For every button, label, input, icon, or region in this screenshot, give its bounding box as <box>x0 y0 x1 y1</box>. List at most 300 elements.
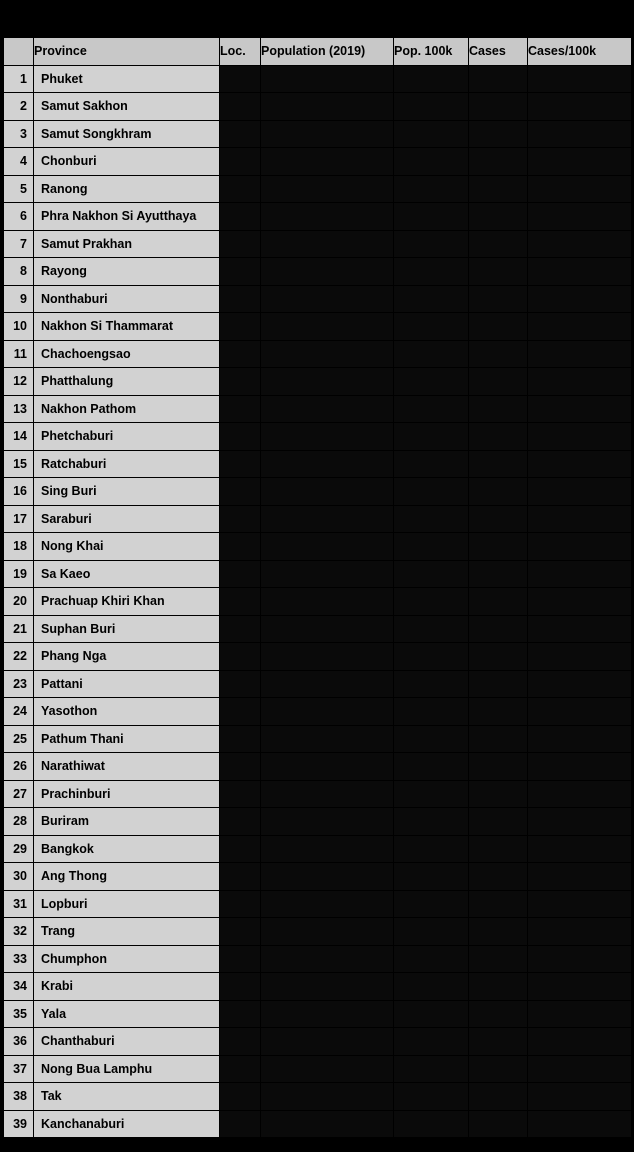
cell-cases100k <box>528 945 632 973</box>
cell-population <box>261 560 394 588</box>
cell-cases <box>469 203 528 231</box>
cell-pop100k <box>394 725 469 753</box>
cell-province: Pathum Thani <box>34 725 220 753</box>
cell-cases100k <box>528 505 632 533</box>
table-row <box>4 203 632 231</box>
cell-cases100k <box>528 65 632 93</box>
cell-cases100k <box>528 258 632 286</box>
cell-population <box>261 1055 394 1083</box>
cell-pop100k <box>394 918 469 946</box>
cell-rank: 33 <box>4 945 34 973</box>
table-row <box>4 1083 632 1111</box>
cell-province: Phang Nga <box>34 643 220 671</box>
table-row <box>4 258 632 286</box>
cell-cases <box>469 753 528 781</box>
cell-population <box>261 285 394 313</box>
cell-cases <box>469 670 528 698</box>
cell-loc <box>220 973 261 1001</box>
cell-cases <box>469 285 528 313</box>
cell-pop100k <box>394 148 469 176</box>
table-row <box>4 643 632 671</box>
cell-cases100k <box>528 863 632 891</box>
cell-cases100k <box>528 698 632 726</box>
cell-cases <box>469 258 528 286</box>
table-row <box>4 890 632 918</box>
cell-cases100k <box>528 1000 632 1028</box>
cell-rank: 6 <box>4 203 34 231</box>
cell-cases100k <box>528 450 632 478</box>
cell-province: Phetchaburi <box>34 423 220 451</box>
table-row <box>4 285 632 313</box>
cell-loc <box>220 175 261 203</box>
column-header-cases100k: Cases/100k <box>528 38 632 66</box>
cell-population <box>261 890 394 918</box>
cell-cases100k <box>528 890 632 918</box>
cell-loc <box>220 643 261 671</box>
cell-province: Tak <box>34 1083 220 1111</box>
cell-province: Narathiwat <box>34 753 220 781</box>
cell-loc <box>220 780 261 808</box>
cell-population <box>261 258 394 286</box>
cell-cases100k <box>528 120 632 148</box>
cell-rank: 16 <box>4 478 34 506</box>
cell-cases100k <box>528 560 632 588</box>
cell-cases100k <box>528 835 632 863</box>
cell-loc <box>220 230 261 258</box>
cell-rank: 8 <box>4 258 34 286</box>
column-header-cases: Cases <box>469 38 528 66</box>
cell-province: Samut Prakhan <box>34 230 220 258</box>
cell-rank: 10 <box>4 313 34 341</box>
cell-cases100k <box>528 643 632 671</box>
cell-pop100k <box>394 340 469 368</box>
cell-loc <box>220 450 261 478</box>
cell-pop100k <box>394 698 469 726</box>
cell-cases100k <box>528 670 632 698</box>
cell-loc <box>220 258 261 286</box>
cell-cases100k <box>528 1028 632 1056</box>
column-header-loc: Loc. <box>220 38 261 66</box>
cell-cases100k <box>528 148 632 176</box>
table-row <box>4 780 632 808</box>
cell-pop100k <box>394 285 469 313</box>
cell-cases100k <box>528 203 632 231</box>
cell-cases <box>469 148 528 176</box>
table-row <box>4 835 632 863</box>
cell-cases <box>469 780 528 808</box>
column-header-pop100k: Pop. 100k <box>394 38 469 66</box>
cell-rank: 9 <box>4 285 34 313</box>
cell-cases <box>469 120 528 148</box>
cell-cases100k <box>528 1055 632 1083</box>
cell-rank: 35 <box>4 1000 34 1028</box>
cell-cases <box>469 945 528 973</box>
cell-cases <box>469 423 528 451</box>
table-row <box>4 725 632 753</box>
cell-loc <box>220 945 261 973</box>
cell-cases <box>469 65 528 93</box>
cell-province: Saraburi <box>34 505 220 533</box>
cell-province: Yala <box>34 1000 220 1028</box>
cell-population <box>261 368 394 396</box>
cell-rank: 27 <box>4 780 34 808</box>
cell-province: Suphan Buri <box>34 615 220 643</box>
cell-cases <box>469 1028 528 1056</box>
cell-pop100k <box>394 175 469 203</box>
table-row <box>4 973 632 1001</box>
cell-population <box>261 698 394 726</box>
cell-province: Nonthaburi <box>34 285 220 313</box>
cell-loc <box>220 918 261 946</box>
cell-population <box>261 93 394 121</box>
cell-loc <box>220 560 261 588</box>
cell-population <box>261 1000 394 1028</box>
cell-loc <box>220 120 261 148</box>
table-row <box>4 340 632 368</box>
table-row <box>4 560 632 588</box>
cell-cases <box>469 1000 528 1028</box>
cell-rank: 37 <box>4 1055 34 1083</box>
cell-rank: 39 <box>4 1110 34 1138</box>
cell-province: Nong Bua Lamphu <box>34 1055 220 1083</box>
cell-rank: 38 <box>4 1083 34 1111</box>
cell-cases100k <box>528 1110 632 1138</box>
cell-loc <box>220 588 261 616</box>
table-row <box>4 1055 632 1083</box>
cell-loc <box>220 670 261 698</box>
cell-population <box>261 615 394 643</box>
cell-pop100k <box>394 65 469 93</box>
cell-loc <box>220 1110 261 1138</box>
cell-cases100k <box>528 725 632 753</box>
cell-province: Krabi <box>34 973 220 1001</box>
cell-cases <box>469 1055 528 1083</box>
cell-cases100k <box>528 313 632 341</box>
table-row <box>4 65 632 93</box>
table-row <box>4 588 632 616</box>
cell-cases100k <box>528 918 632 946</box>
cell-loc <box>220 835 261 863</box>
cell-pop100k <box>394 588 469 616</box>
cell-pop100k <box>394 395 469 423</box>
cell-rank: 5 <box>4 175 34 203</box>
cell-population <box>261 725 394 753</box>
cell-loc <box>220 478 261 506</box>
column-header-rank <box>4 38 34 66</box>
table-row <box>4 450 632 478</box>
cell-province: Lopburi <box>34 890 220 918</box>
cell-rank: 13 <box>4 395 34 423</box>
cell-province: Rayong <box>34 258 220 286</box>
cell-pop100k <box>394 945 469 973</box>
cell-loc <box>220 313 261 341</box>
cell-population <box>261 670 394 698</box>
cell-pop100k <box>394 560 469 588</box>
cell-province: Trang <box>34 918 220 946</box>
cell-loc <box>220 533 261 561</box>
cell-cases100k <box>528 615 632 643</box>
cell-loc <box>220 698 261 726</box>
cell-cases <box>469 313 528 341</box>
cell-province: Phatthalung <box>34 368 220 396</box>
cell-cases <box>469 560 528 588</box>
cell-population <box>261 450 394 478</box>
cell-rank: 32 <box>4 918 34 946</box>
table-row <box>4 120 632 148</box>
cell-cases <box>469 973 528 1001</box>
cell-pop100k <box>394 835 469 863</box>
cell-pop100k <box>394 670 469 698</box>
cell-cases <box>469 93 528 121</box>
cell-population <box>261 395 394 423</box>
cell-population <box>261 835 394 863</box>
table-row <box>4 533 632 561</box>
cell-cases100k <box>528 780 632 808</box>
cell-province: Chonburi <box>34 148 220 176</box>
cell-population <box>261 340 394 368</box>
table-row <box>4 918 632 946</box>
cell-province: Ranong <box>34 175 220 203</box>
cell-pop100k <box>394 93 469 121</box>
cell-population <box>261 863 394 891</box>
cell-province: Sing Buri <box>34 478 220 506</box>
cell-pop100k <box>394 1055 469 1083</box>
cell-rank: 22 <box>4 643 34 671</box>
cell-rank: 11 <box>4 340 34 368</box>
table-row <box>4 148 632 176</box>
cell-rank: 31 <box>4 890 34 918</box>
cell-pop100k <box>394 478 469 506</box>
cell-cases100k <box>528 808 632 836</box>
column-header-population: Population (2019) <box>261 38 394 66</box>
cell-rank: 24 <box>4 698 34 726</box>
cell-province: Samut Songkhram <box>34 120 220 148</box>
cell-pop100k <box>394 450 469 478</box>
cell-province: Chanthaburi <box>34 1028 220 1056</box>
cell-pop100k <box>394 615 469 643</box>
cell-pop100k <box>394 1083 469 1111</box>
cell-cases <box>469 725 528 753</box>
cell-cases <box>469 340 528 368</box>
cell-population <box>261 1083 394 1111</box>
cell-rank: 20 <box>4 588 34 616</box>
cell-cases <box>469 368 528 396</box>
cell-pop100k <box>394 230 469 258</box>
cell-province: Buriram <box>34 808 220 836</box>
cell-rank: 21 <box>4 615 34 643</box>
table-row <box>4 478 632 506</box>
cell-population <box>261 1028 394 1056</box>
cell-cases <box>469 918 528 946</box>
table-row <box>4 808 632 836</box>
table-row <box>4 230 632 258</box>
cell-cases <box>469 1110 528 1138</box>
cell-rank: 29 <box>4 835 34 863</box>
cell-loc <box>220 1083 261 1111</box>
cell-rank: 25 <box>4 725 34 753</box>
cell-pop100k <box>394 780 469 808</box>
cell-cases100k <box>528 1083 632 1111</box>
cell-cases <box>469 1083 528 1111</box>
cell-cases <box>469 643 528 671</box>
cell-province: Phuket <box>34 65 220 93</box>
cell-cases100k <box>528 533 632 561</box>
cell-pop100k <box>394 203 469 231</box>
cell-cases <box>469 808 528 836</box>
cell-province: Prachuap Khiri Khan <box>34 588 220 616</box>
cell-loc <box>220 1055 261 1083</box>
table-header-row <box>4 38 632 66</box>
cell-cases <box>469 863 528 891</box>
cell-cases <box>469 615 528 643</box>
table-row <box>4 698 632 726</box>
cell-cases100k <box>528 230 632 258</box>
cell-cases100k <box>528 588 632 616</box>
cell-population <box>261 203 394 231</box>
cell-population <box>261 175 394 203</box>
cell-rank: 15 <box>4 450 34 478</box>
cell-province: Ratchaburi <box>34 450 220 478</box>
cell-cases100k <box>528 368 632 396</box>
cell-loc <box>220 505 261 533</box>
cell-population <box>261 918 394 946</box>
cell-population <box>261 808 394 836</box>
cell-cases <box>469 478 528 506</box>
cell-pop100k <box>394 890 469 918</box>
cell-population <box>261 505 394 533</box>
table-row <box>4 1000 632 1028</box>
cell-pop100k <box>394 1028 469 1056</box>
cell-cases100k <box>528 753 632 781</box>
cell-loc <box>220 203 261 231</box>
cell-pop100k <box>394 120 469 148</box>
cell-cases100k <box>528 423 632 451</box>
cell-loc <box>220 1028 261 1056</box>
cell-rank: 30 <box>4 863 34 891</box>
cell-population <box>261 423 394 451</box>
cell-province: Sa Kaeo <box>34 560 220 588</box>
cell-province: Chumphon <box>34 945 220 973</box>
cell-loc <box>220 423 261 451</box>
cell-loc <box>220 808 261 836</box>
cell-province: Prachinburi <box>34 780 220 808</box>
table-row <box>4 505 632 533</box>
cell-rank: 19 <box>4 560 34 588</box>
table-row <box>4 93 632 121</box>
cell-cases100k <box>528 973 632 1001</box>
cell-pop100k <box>394 423 469 451</box>
cell-pop100k <box>394 643 469 671</box>
cell-pop100k <box>394 753 469 781</box>
table-body <box>4 65 632 1138</box>
cell-loc <box>220 65 261 93</box>
cell-pop100k <box>394 863 469 891</box>
cell-rank: 18 <box>4 533 34 561</box>
cell-cases100k <box>528 395 632 423</box>
cell-population <box>261 643 394 671</box>
cell-pop100k <box>394 1000 469 1028</box>
cell-province: Nakhon Si Thammarat <box>34 313 220 341</box>
cell-pop100k <box>394 533 469 561</box>
table-row <box>4 395 632 423</box>
cell-population <box>261 945 394 973</box>
cell-cases <box>469 835 528 863</box>
cell-pop100k <box>394 258 469 286</box>
cell-rank: 34 <box>4 973 34 1001</box>
cell-cases100k <box>528 175 632 203</box>
cell-pop100k <box>394 505 469 533</box>
cell-province: Nakhon Pathom <box>34 395 220 423</box>
cell-population <box>261 65 394 93</box>
cell-rank: 1 <box>4 65 34 93</box>
cell-population <box>261 753 394 781</box>
cell-cases100k <box>528 478 632 506</box>
table-row <box>4 1028 632 1056</box>
cell-rank: 12 <box>4 368 34 396</box>
cell-cases <box>469 230 528 258</box>
cell-rank: 14 <box>4 423 34 451</box>
cell-province: Kanchanaburi <box>34 1110 220 1138</box>
cell-rank: 3 <box>4 120 34 148</box>
cell-pop100k <box>394 973 469 1001</box>
column-header-province: Province <box>34 38 220 66</box>
cell-population <box>261 533 394 561</box>
table-header <box>4 38 632 66</box>
cell-loc <box>220 890 261 918</box>
cell-population <box>261 478 394 506</box>
cell-cases100k <box>528 340 632 368</box>
cell-population <box>261 148 394 176</box>
cell-cases <box>469 450 528 478</box>
cell-rank: 23 <box>4 670 34 698</box>
cell-loc <box>220 863 261 891</box>
cell-loc <box>220 368 261 396</box>
table-row <box>4 615 632 643</box>
cell-cases <box>469 533 528 561</box>
cell-population <box>261 230 394 258</box>
table-row <box>4 863 632 891</box>
cell-province: Phra Nakhon Si Ayutthaya <box>34 203 220 231</box>
cell-cases <box>469 175 528 203</box>
cell-pop100k <box>394 808 469 836</box>
cell-loc <box>220 340 261 368</box>
table-row <box>4 1110 632 1138</box>
cell-pop100k <box>394 313 469 341</box>
cell-loc <box>220 1000 261 1028</box>
cell-loc <box>220 148 261 176</box>
cell-population <box>261 120 394 148</box>
cell-province: Chachoengsao <box>34 340 220 368</box>
cell-rank: 2 <box>4 93 34 121</box>
cell-population <box>261 588 394 616</box>
cell-cases <box>469 588 528 616</box>
cell-population <box>261 973 394 1001</box>
table-row <box>4 175 632 203</box>
cell-cases100k <box>528 93 632 121</box>
cell-rank: 7 <box>4 230 34 258</box>
table-row <box>4 313 632 341</box>
cell-loc <box>220 285 261 313</box>
cell-rank: 4 <box>4 148 34 176</box>
cell-cases <box>469 698 528 726</box>
table-row <box>4 368 632 396</box>
cell-cases100k <box>528 285 632 313</box>
cell-province: Pattani <box>34 670 220 698</box>
cell-loc <box>220 395 261 423</box>
province-table <box>3 37 632 1138</box>
cell-cases <box>469 890 528 918</box>
cell-province: Nong Khai <box>34 533 220 561</box>
